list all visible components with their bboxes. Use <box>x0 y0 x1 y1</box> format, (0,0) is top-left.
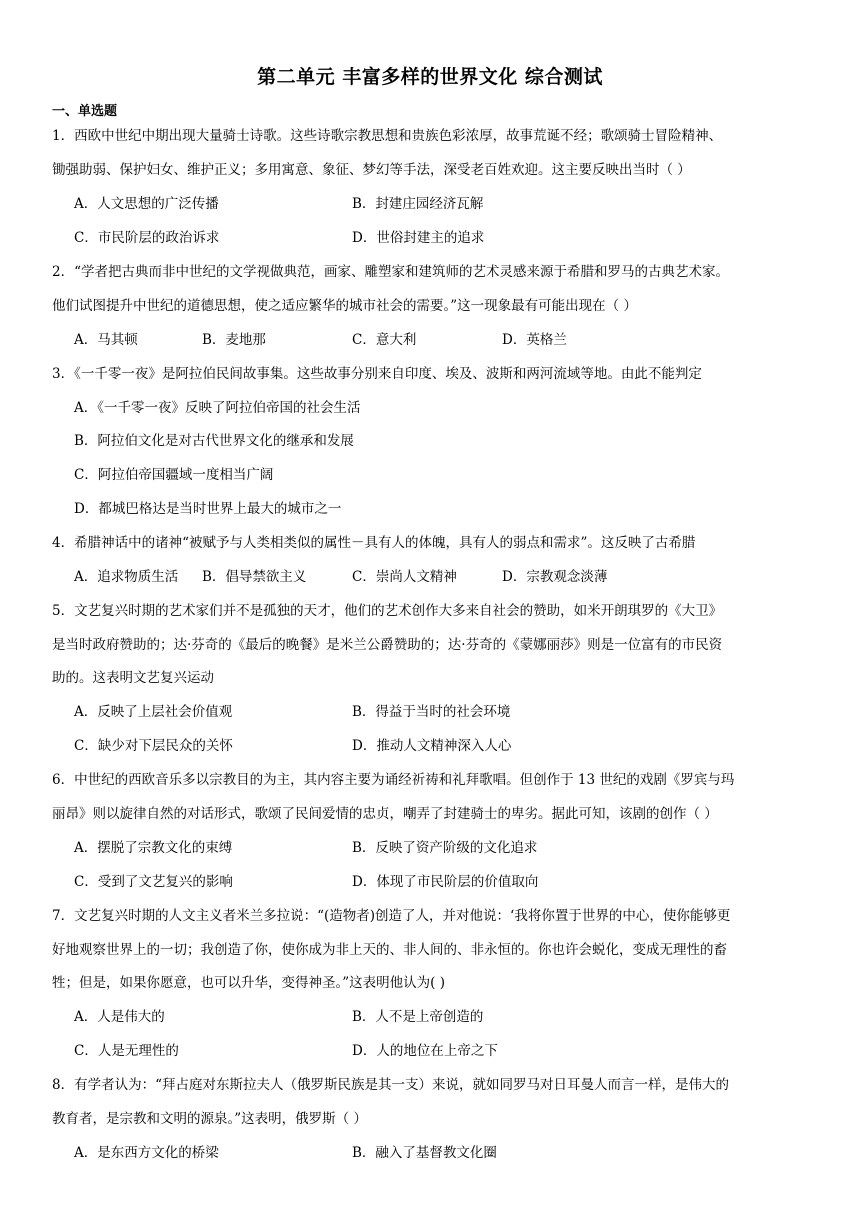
option-c: C．意大利 <box>352 332 417 348</box>
question-text-line: 3．《一千零一夜》是阿拉伯民间故事集。这些故事分别来自印度、埃及、波斯和两河流域等地。由此不能判定 <box>52 366 702 382</box>
option-c: C．受到了文艺复兴的影响 <box>74 874 233 890</box>
option-a: A．是东西方文化的桥梁 <box>74 1145 219 1161</box>
option-c: C．崇尚人文精神 <box>352 569 457 585</box>
question-text-line: 好地观察世界上的一切；我创造了你，使你成为非上天的、非人间的、非永恒的。你也许会蜕化，变成无理性的畜 <box>52 942 727 958</box>
question-text-line: 4．希腊神话中的诸神“被赋予与人类相类似的属性－具有人的体魄，具有人的弱点和需求”。这反映了古希腊 <box>52 535 696 551</box>
question-text-line: 2．“学者把古典而非中世纪的文学视做典范，画家、雕塑家和建筑师的艺术灵感来源于希腊和罗马的古典艺术家。 <box>52 264 729 280</box>
option-a: A．摆脱了宗教文化的束缚 <box>74 840 233 856</box>
option-d: D．英格兰 <box>502 332 567 348</box>
option-d: D．都城巴格达是当时世界上最大的城市之一 <box>74 501 342 517</box>
question-text-line: 6．中世纪的西欧音乐多以宗教目的为主，其内容主要为诵经祈祷和礼拜歌唱。但创作于 13 世纪的戏剧《罗宾与玛 <box>52 772 735 788</box>
option-a: A．《一千零一夜》反映了阿拉伯帝国的社会生活 <box>74 400 361 416</box>
question-text-line: 助的。这表明文艺复兴运动 <box>52 670 214 686</box>
question-text-line: 锄强助弱、保护妇女、维护正义；多用寓意、象征、梦幻等手法，深受老百姓欢迎。这主要反映出当时（ ） <box>52 162 691 178</box>
question-text-line: 是当时政府赞助的；达·芬奇的《最后的晚餐》是米兰公爵赞助的；达·芬奇的《蒙娜丽莎》则是一位富有的市民资 <box>52 637 723 653</box>
option-b: B．融入了基督教文化圈 <box>352 1145 497 1161</box>
option-a: A．反映了上层社会价值观 <box>74 704 233 720</box>
question-text-line: 8．有学者认为：“拜占庭对东斯拉夫人（俄罗斯民族是其一支）来说，就如同罗马对日耳曼人而言一样，是伟大的 <box>52 1077 729 1093</box>
question-text-line: 丽昂》则以旋律自然的对话形式，歌颂了民间爱情的忠贞，嘲弄了封建骑士的卑劣。据此可知，该剧的创作（ ） <box>52 806 718 822</box>
question-text-line: 教育者，是宗教和文明的源泉。”这表明，俄罗斯（ ） <box>52 1111 367 1127</box>
option-d: D．世俗封建主的追求 <box>352 230 485 246</box>
page-title: 第二单元 丰富多样的世界文化 综合测试 <box>257 66 603 88</box>
question-text-line: 1．西欧中世纪中期出现大量骑士诗歌。这些诗歌宗教思想和贵族色彩浓厚，故事荒诞不经；歌颂骑士冒险精神、 <box>52 128 723 144</box>
option-a: A．人文思想的广泛传播 <box>74 196 219 212</box>
option-a: A．追求物质生活 <box>74 569 179 585</box>
option-c: C．人是无理性的 <box>74 1043 179 1059</box>
option-d: D．人的地位在上帝之下 <box>352 1043 498 1059</box>
option-d: D．推动人文精神深入人心 <box>352 738 512 754</box>
option-d: D．体现了市民阶层的价值取向 <box>352 874 539 890</box>
question-text-line: 5．文艺复兴时期的艺术家们并不是孤独的天才，他们的艺术创作大多来自社会的赞助，如米开朗琪罗的《大卫》 <box>52 603 723 619</box>
section-heading: 一、单选题 <box>52 104 118 119</box>
question-text-line: 牲；但是，如果你愿意，也可以升华，变得神圣。”这表明他认为( ) <box>52 975 445 991</box>
option-c: C．阿拉伯帝国疆域一度相当广阔 <box>74 467 274 483</box>
question-text-line: 7．文艺复兴时期的人文主义者米兰多拉说：“(造物者)创造了人，并对他说：‘我将你置于世界的中心，使你能够更 <box>52 908 731 924</box>
option-c: C．市民阶层的政治诉求 <box>74 230 220 246</box>
option-b: B．人不是上帝创造的 <box>352 1009 484 1025</box>
option-a: A．人是伟大的 <box>74 1009 165 1025</box>
option-b: B．封建庄园经济瓦解 <box>352 196 484 212</box>
option-c: C．缺少对下层民众的关怀 <box>74 738 233 754</box>
option-b: B．反映了资产阶级的文化追求 <box>352 840 538 856</box>
option-d: D．宗教观念淡薄 <box>502 569 608 585</box>
option-b: B．阿拉伯文化是对古代世界文化的继承和发展 <box>74 433 354 449</box>
question-text-line: 他们试图提升中世纪的道德思想，使之适应繁华的城市社会的需要。”这一现象最有可能出现在（ ） <box>52 298 637 314</box>
option-b: B．麦地那 <box>202 332 266 348</box>
option-a: A．马其顿 <box>74 332 138 348</box>
option-b: B．得益于当时的社会环境 <box>352 704 511 720</box>
option-b: B．倡导禁欲主义 <box>202 569 307 585</box>
